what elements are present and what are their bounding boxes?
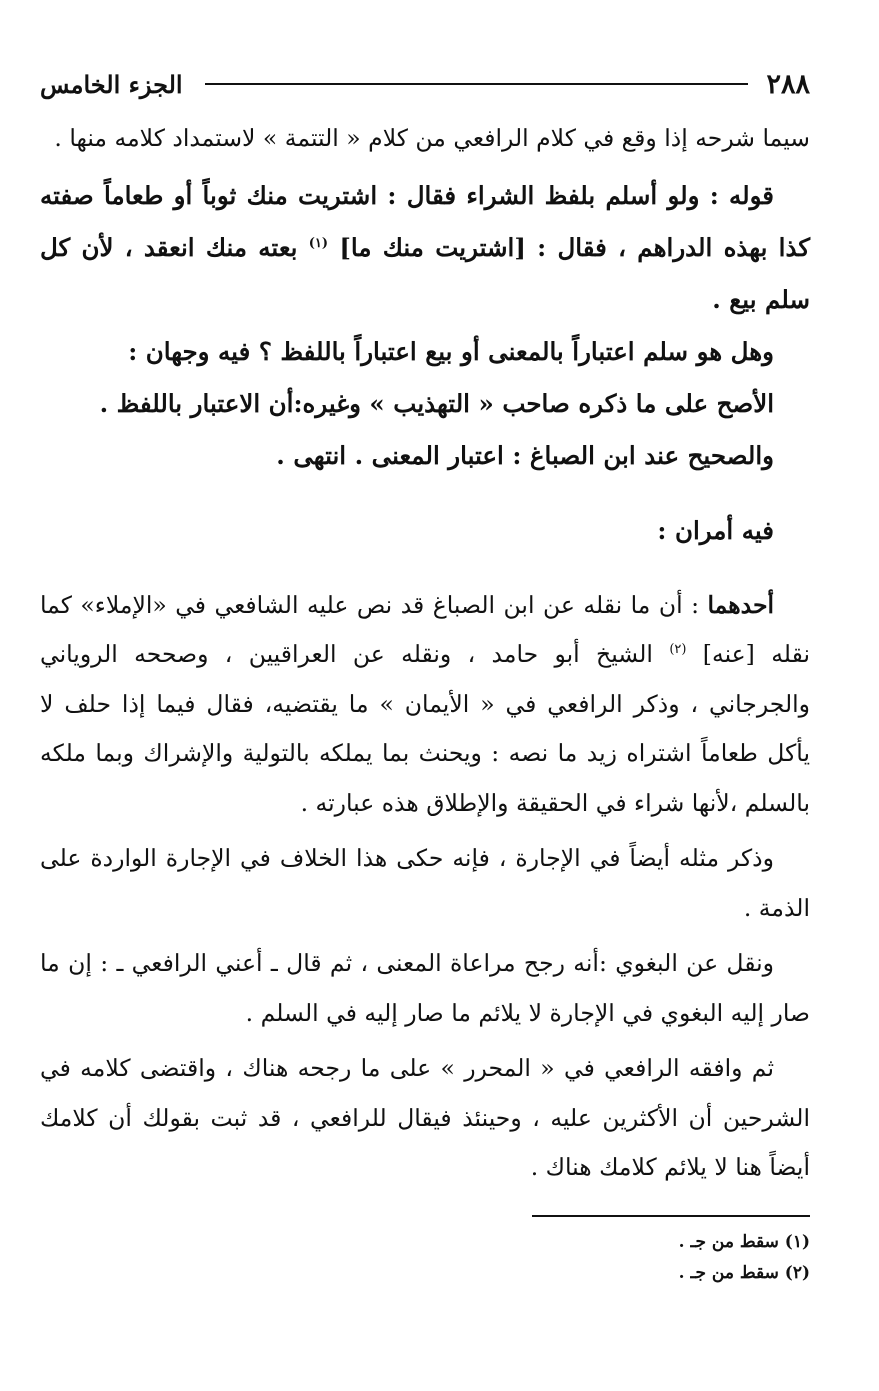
page-number: ٢٨٨: [766, 68, 810, 100]
running-header: [40, 62, 810, 106]
paragraph-quote: والصحيح عند ابن الصباغ : اعتبار المعنى . انتهى .: [276, 440, 774, 470]
paragraph-text: : أن ما نقله عن ابن الصباغ قد نص عليه الشافعي في «الإملاء» كما نقله [عنه]: [40, 590, 810, 668]
running-title: الجزء الخامس: [40, 69, 183, 99]
footnote-text: سقط من جـ .: [678, 1262, 779, 1283]
paragraph-quote: الأصح على ما ذكره صاحب « التهذيب » وغيره:أن الاعتبار باللفظ .: [99, 388, 774, 418]
paragraph-quote: [40, 170, 810, 326]
footnote-marker: (٢): [784, 1262, 810, 1283]
footnote-text: سقط من جـ .: [678, 1231, 779, 1252]
footnote-marker: (١): [784, 1231, 810, 1252]
paragraph: سيما شرحه إذا وقع في كلام الرافعي من كلام « التتمة » لاستمداد كلامه منها .: [54, 124, 810, 152]
paragraph-text: بعته منك انعقد ، لأن كل سلم بيع .: [40, 232, 810, 314]
paragraph: ثم وافقه الرافعي في « المحرر » على ما رجحه هناك ، واقتضى كلامه في الشرحين أن الأكثرين عليه ، وحينئذ فيقال للرافعي ، قد ثبت بقولك أن كلامك أيضاً هنا لا يلائم كلامك هناك .: [40, 1054, 810, 1181]
footnote: [40, 1227, 810, 1258]
footnote: [40, 1258, 810, 1289]
paragraph-quote: وهل هو سلم اعتباراً بالمعنى أو بيع اعتباراً باللفظ ؟ فيه وجهان :: [128, 336, 774, 366]
footnote-reference: (٢): [669, 642, 687, 658]
footnote-rule: [532, 1215, 810, 1217]
paragraph-text: قوله : ولو أسلم بلفظ الشراء فقال : اشتريت منك ثوباً أو طعاماً صفته كذا بهذه الدراهم ، فقال : [اشتريت منك ما]: [40, 180, 810, 262]
paragraph: [40, 581, 810, 829]
header-rule: [205, 83, 749, 85]
document-page: [40, 62, 810, 1289]
section-heading: فيه أمران :: [657, 516, 774, 545]
paragraph: وذكر مثله أيضاً في الإجارة ، فإنه حكى هذا الخلاف في الإجارة الواردة على الذمة .: [40, 844, 810, 922]
paragraph: ونقل عن البغوي :أنه رجح مراعاة المعنى ، ثم قال ـ أعني الرافعي ـ : إن ما صار إليه البغوي في الإجارة لا يلائم ما صار إليه في السلم .: [40, 949, 810, 1027]
paragraph-lead: أحدهما: [707, 590, 774, 619]
paragraph-text: الشيخ أبو حامد ، ونقله عن العراقيين ، وصححه الروياني والجرجاني ، وذكر الرافعي في « الأيمان » ما يقتضيه، فقال فيما إذا حلف لا يأكل طعاماً اشتراه زيد ما نصه : ويحنث بما يملكه بالتولية والإشراك وبما ملكه بالسلم ،لأنها شراء في الحقيقة والإطلاق هذه عبارته .: [40, 640, 810, 817]
footnote-reference: (١): [308, 235, 329, 251]
